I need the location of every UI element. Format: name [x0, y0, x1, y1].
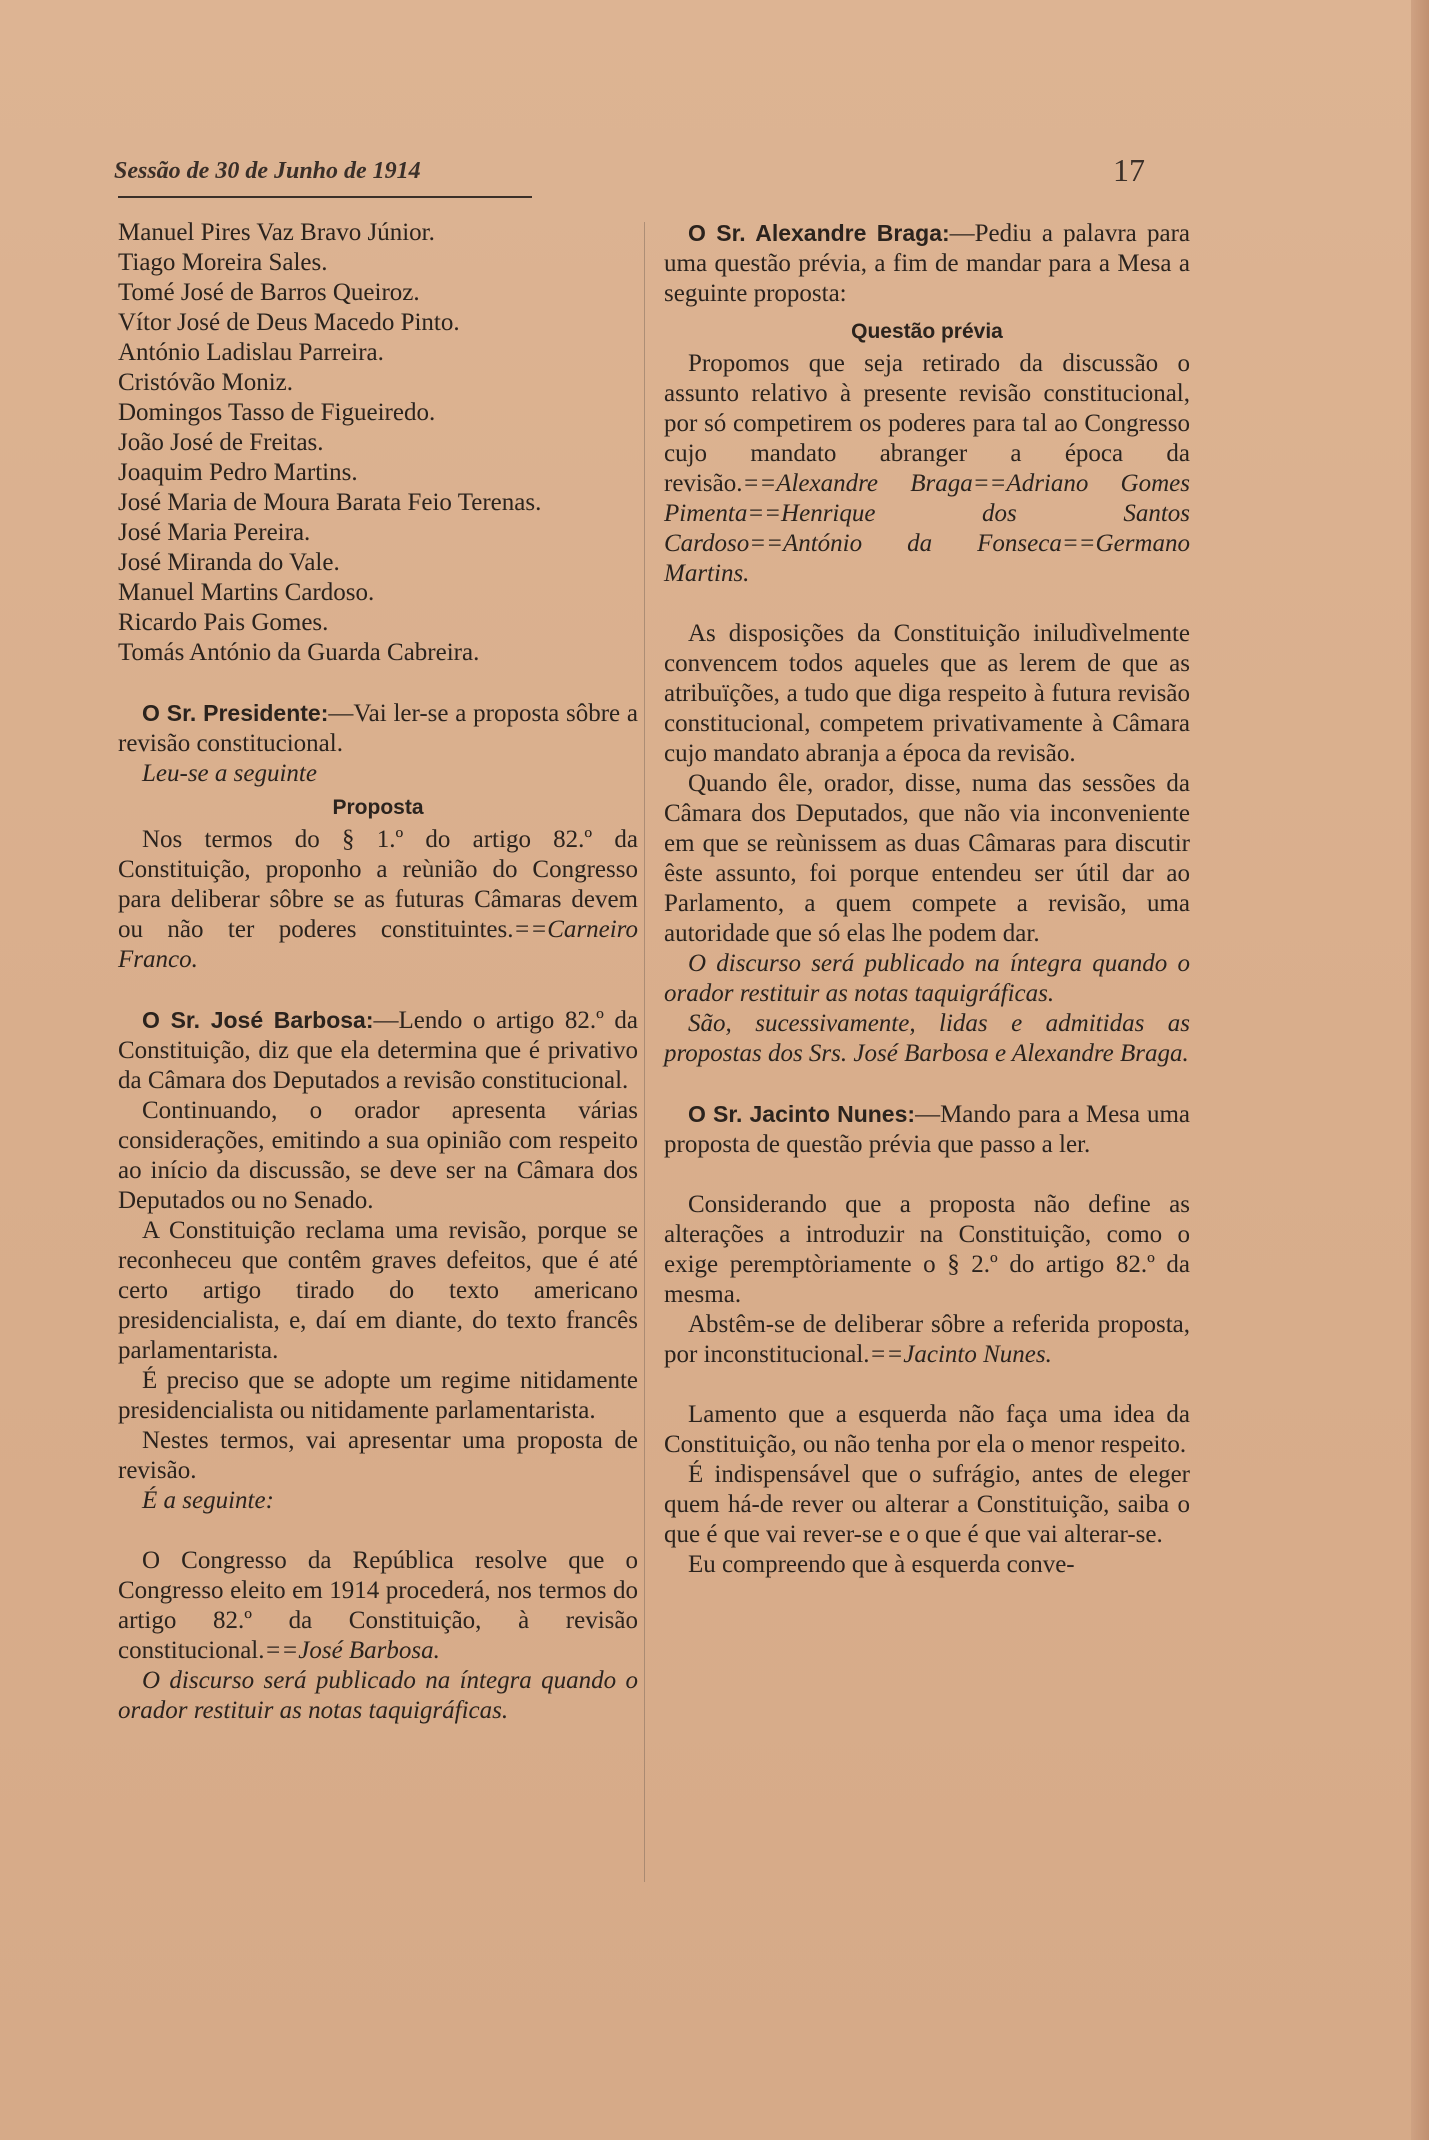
stage-direction: Leu-se a seguinte [142, 760, 317, 787]
speech-text: —Vai ler-se a proposta sôbre a revisão constitucional. [118, 700, 638, 757]
left-column [118, 218, 638, 1726]
questao-paragraph [664, 349, 1190, 589]
list-item: Cristóvão Moniz. [118, 369, 293, 396]
list-item: Manuel Pires Vaz Bravo Júnior. [118, 219, 435, 246]
list-item: Tomé José de Barros Queiroz. [118, 279, 420, 306]
proposta-text: Nos termos do § 1.º do artigo 82.º da Constituição, proponho a reùnião do Congresso para deliberar sôbre se as futuras Câmaras devem ou não ter poderes constituintes. [118, 826, 638, 943]
list-item: Manuel Martins Cardoso. [118, 579, 375, 606]
paragraph: Continuando, o orador apresenta várias considerações, emitindo a sua opinião com respeito ao início da discussão, se deve ser na Câmara dos Deputados ou no Senado. [118, 1097, 638, 1214]
speaker-name: O Sr. Alexandre Braga: [688, 220, 950, 246]
speech-text: —Pediu a palavra para uma questão prévia, a fim de mandar para a Mesa a seguinte proposta: [664, 220, 1190, 307]
speaker-name: O Sr. Jacinto Nunes: [688, 1101, 916, 1127]
speech-text: —Lendo o artigo 82.º da Constituição, diz que ela determina que é privativo da Câmara dos Deputados a revisão constitucional. [118, 1007, 639, 1094]
abstem-text: Abstêm-se de deliberar sôbre a referida proposta, por inconstitucional. [664, 1311, 1190, 1368]
header-rule [118, 196, 532, 198]
paragraph: As disposições da Constituição iniludìvelmente convencem todos aqueles que as lerem de que as atribuïções, a tudo que diga respeito à futura revisão constitucional, competem privativamente à Câmara cujo mandato abranja a época da revisão. [664, 620, 1190, 767]
congresso-text: O Congresso da República resolve que o Congresso eleito em 1914 procederá, nos termos do artigo 82.º da Constituição, à revisão constitucional. [118, 1547, 638, 1664]
proposta-paragraph [118, 825, 638, 975]
stage-direction: É a seguinte: [142, 1487, 274, 1514]
nunes-paragraph [664, 1099, 1190, 1160]
list-item: José Maria de Moura Barata Feio Terenas. [118, 489, 542, 516]
list-item: José Miranda do Vale. [118, 549, 340, 576]
paragraph: É indispensável que o sufrágio, antes de eleger quem há-de rever ou alterar a Constituição, saiba o que é que vai rever-se e o que é que vai alterar-se. [664, 1461, 1190, 1548]
column-divider [644, 222, 645, 1882]
list-item: José Maria Pereira. [118, 519, 311, 546]
paragraph: Lamento que a esquerda não faça uma idea da Constituição, ou não tenha por ela o menor respeito. [664, 1401, 1190, 1458]
list-item: António Ladislau Parreira. [118, 339, 384, 366]
signature: ==Jacinto Nunes. [869, 1341, 1052, 1368]
signature: ==Carneiro Franco. [118, 916, 638, 973]
paragraph: A Constituição reclama uma revisão, porque se reconheceu que contêm graves defeitos, que é até certo artigo tirado do texto americano presidencialista, e, daí em diante, do texto francês parlamentarista. [118, 1217, 638, 1364]
abstem-paragraph [664, 1310, 1190, 1370]
list-item: Tomás António da Guarda Cabreira. [118, 639, 480, 666]
page-edge [1411, 0, 1429, 2140]
discurso-note: O discurso será publicado na íntegra quando o orador restituir as notas taquigráficas. [664, 950, 1190, 1007]
signature: ==Alexandre Braga==Adriano Gomes Pimenta==Henrique dos Santos Cardoso==António da Fonseca==Germano Martins. [664, 470, 1190, 587]
braga-paragraph [664, 218, 1190, 309]
paragraph: Nestes termos, vai apresentar uma proposta de revisão. [118, 1427, 638, 1484]
paragraph: É preciso que se adopte um regime nitidamente presidencialista ou nitidamente parlamentarista. [118, 1367, 638, 1424]
page-number: 17 [1113, 152, 1145, 188]
speaker-name: O Sr. José Barbosa: [142, 1007, 374, 1033]
speech-text: —Mando para a Mesa uma proposta de questão prévia que passo a ler. [664, 1101, 1190, 1158]
admitidas-note: São, sucessivamente, lidas e admitidas as propostas dos Srs. José Barbosa e Alexandre Braga. [664, 1010, 1190, 1067]
questao-text: Propomos que seja retirado da discussão o assunto relativo à presente revisão constitucional, por só competirem os poderes para tal ao Congresso cujo mandato abranger a época da revisão. [664, 350, 1190, 497]
barbosa-paragraph [118, 1005, 638, 1096]
right-column [664, 218, 1190, 1580]
proposta-heading: Proposta [332, 796, 424, 819]
list-item: Vítor José de Deus Macedo Pinto. [118, 309, 460, 336]
presidente-paragraph [118, 698, 638, 759]
discurso-note: O discurso será publicado na íntegra quando o orador restituir as notas taquigráficas. [118, 1667, 638, 1724]
list-item: Joaquim Pedro Martins. [118, 459, 358, 486]
list-item: João José de Freitas. [118, 429, 324, 456]
speaker-name: O Sr. Presidente: [142, 700, 329, 726]
questao-heading: Questão prévia [851, 320, 1003, 343]
paragraph: Quando êle, orador, disse, numa das sessões da Câmara dos Deputados, que não via inconveniente em que se reùnissem as duas Câmaras para discutir êste assunto, foi porque entendeu ser útil dar ao Parlamento, a quem compete a revisão, uma autoridade que só elas lhe podem dar. [664, 770, 1190, 947]
list-item: Domingos Tasso de Figueiredo. [118, 399, 436, 426]
signature: ==José Barbosa. [264, 1637, 440, 1664]
congresso-paragraph [118, 1546, 638, 1666]
paragraph: Eu compreendo que à esquerda conve- [688, 1551, 1075, 1578]
running-header: Sessão de 30 de Junho de 1914 [114, 158, 421, 184]
list-item: Tiago Moreira Sales. [118, 249, 328, 276]
list-item: Ricardo Pais Gomes. [118, 609, 329, 636]
names-list [118, 218, 638, 668]
paragraph: Considerando que a proposta não define as alterações a introduzir na Constituição, como o exige peremptòriamente o § 2.º do artigo 82.º da mesma. [664, 1191, 1190, 1308]
